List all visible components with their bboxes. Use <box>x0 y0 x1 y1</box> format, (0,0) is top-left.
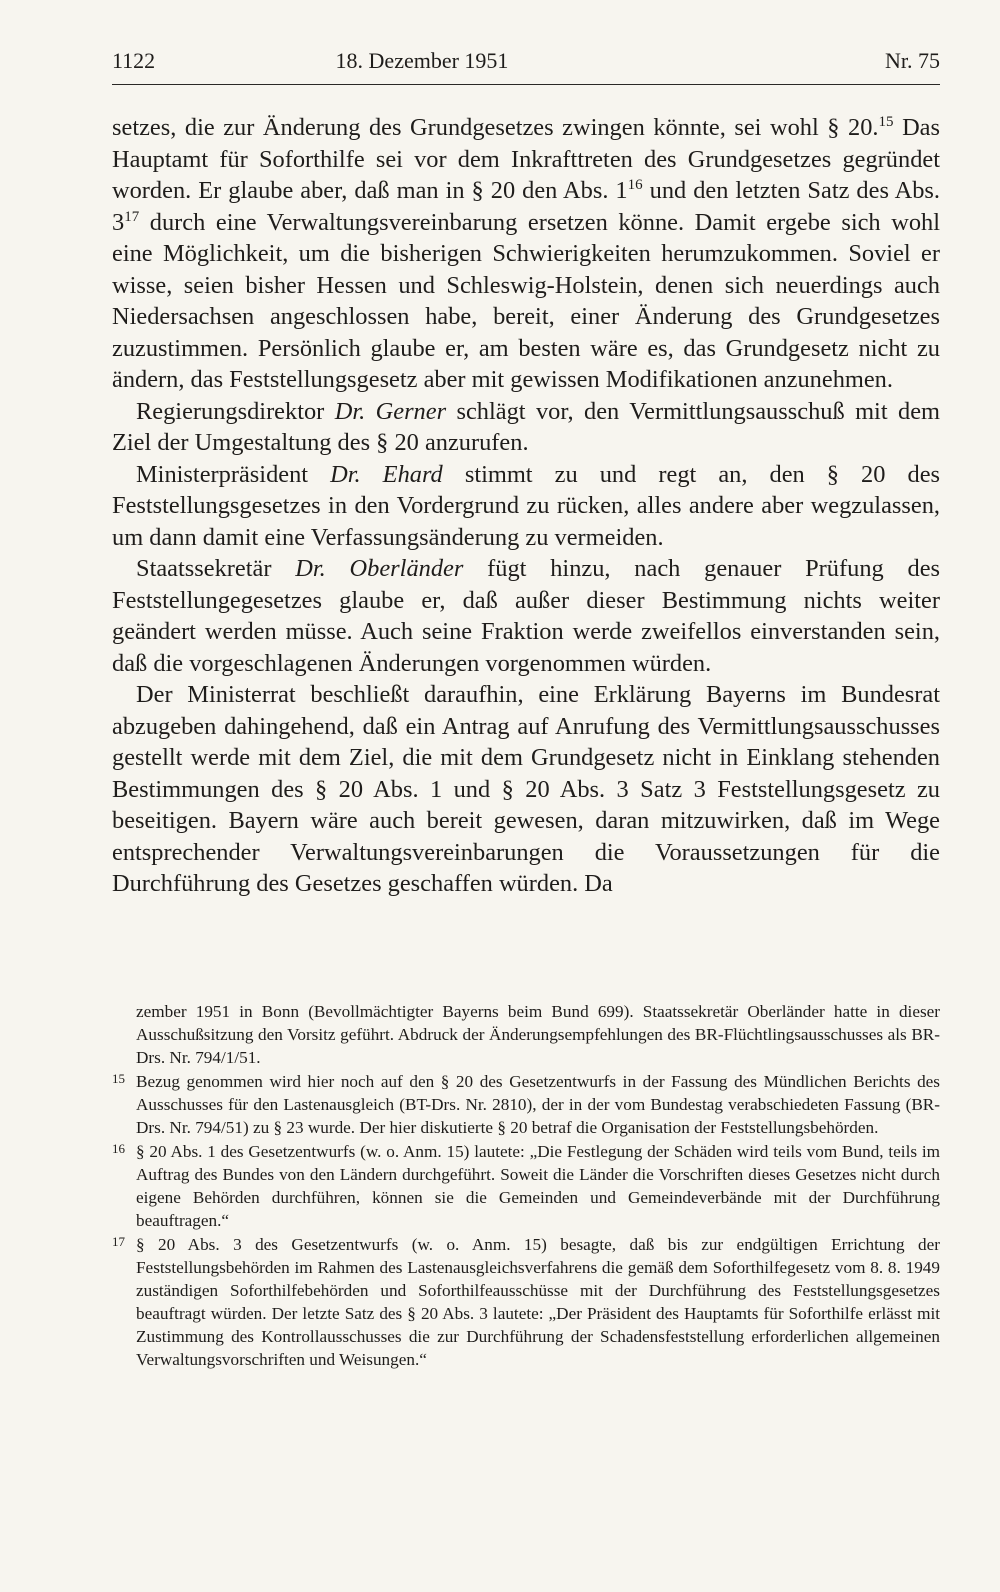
footnote-16: 16 § 20 Abs. 1 des Gesetzentwurfs (w. o. Anm. 15) lautete: „Die Festlegung der Schäden wird teils vom Bund, teils im Auftrag des Bundes von den Ländern durchgeführt. Soweit die Länder die Vorschriften dieses Gesetzes nicht durch eigene Behörden durchführen, können sie die Gemeinden und Gemeindeverbände mit der Durchführung beauftragen.“ <box>112 1140 940 1232</box>
footnote-number: 16 <box>112 1141 125 1156</box>
paragraph-4: Staatssekretär Dr. Oberländer fügt hinzu, nach genauer Prüfung des Feststellungegesetzes glaube er, daß außer dieser Bestimmung nichts weiter geändert werden müsse. Auch seine Fraktion werde zweifellos einverstanden sein, daß die vorgeschlagenen Änderungen vorgenommen würden. <box>112 555 941 677</box>
main-text <box>112 112 940 900</box>
page-header <box>112 46 940 85</box>
header-date: 18. Dezember 1951 <box>335 48 509 73</box>
footnote-15: 15 Bezug genommen wird hier noch auf den § 20 des Gesetzentwurfs in der Fassung des Mündlichen Berichts des Ausschusses für den Lastenausgleich (BT-Drs. Nr. 2810), der in der vom Bundestag verabschiedeten Fassung (BR-Drs. Nr. 794/51) zu § 23 wurde. Der hier diskutierte § 20 betraf die Organisation der Feststellungsbehörden. <box>112 1070 940 1139</box>
footnote-ref-16: 16 <box>627 177 643 193</box>
footnotes <box>112 1000 940 1372</box>
speaker-name: Dr. Gerner <box>334 397 447 425</box>
speaker-name: Dr. Ehard <box>330 460 443 488</box>
paragraph-2: Regierungsdirektor Dr. Gerner schlägt vor, den Vermittlungsausschuß mit dem Ziel der Umgestaltung des § 20 anzurufen. <box>112 397 940 456</box>
page-number: 1122 <box>112 48 156 73</box>
footnote-ref-17: 17 <box>124 208 140 225</box>
footnote-17: 17 § 20 Abs. 3 des Gesetzentwurfs (w. o. Anm. 15) besagte, daß bis zur endgültigen Errichtung der Feststellungsbehörden im Rahmen des Lastenausgleichsverfahrens die gemäß dem Soforthilfegesetz vom 8. 8. 1949 zuständigen Soforthilfebehörden und Soforthilfeausschüsse mit der Durchführung des Feststellungsgesetzes beauftragt würden. Der letzte Satz des § 20 Abs. 3 lautete: „Der Präsident des Hauptamts für Soforthilfe erlässt mit Zustimmung des Kontrollausschusses die zur Durchführung der Schadensfeststellung erforderlichen allgemeinen Verwaltungsvorschriften und Weisungen.“ <box>112 1233 940 1371</box>
paragraph-1: setzes, die zur Änderung des Grundgesetzes zwingen könnte, sei wohl § 20.15 Das Hauptamt für Soforthilfe sei vor dem Inkrafttreten des Grundgesetzes gegründet worden. Er glaube aber, daß man in § 20 den Abs. $1^{16}$ und den letzten Satz des Abs. $3^{17}$ durch eine Verwaltungsvereinbarung ersetzen könne. Damit ergebe sich wohl eine Möglichkeit, um die bisherigen Schwierigkeiten herumzukommen. Soviel er wisse, seien bisher Hessen und Schleswig-Holstein, denen sich neuerdings auch Niedersachsen angeschlossen habe, bereit, einer Änderung des Grundgesetzes zuzustimmen. Persönlich glaube er, am besten wäre es, das Grundgesetz nicht zu ändern, das Feststellungsgesetz aber mit gewissen Modifikationen anzunehmen. <box>112 114 941 393</box>
footnote-continuation: zember 1951 in Bonn (Bevollmächtigter Bayerns beim Bund 699). Staatssekretär Oberländer hatte in dieser Ausschußsitzung den Vorsitz geführt. Abdruck der Änderungsempfehlungen des BR-Flüchtlingsausschusses als BR-Drs. Nr. 794/1/51. <box>136 1002 940 1067</box>
issue-number: Nr. 75 <box>885 48 940 73</box>
paragraph-5: Der Ministerrat beschließt daraufhin, eine Erklärung Bayerns im Bundesrat abzugeben dahingehend, daß ein Antrag auf Anrufung des Vermittlungsausschusses gestellt werde mit dem Ziel, die mit dem Grundgesetz nicht in Einklang stehenden Bestimmungen des § 20 Abs. 1 und § 20 Abs. 3 Satz 3 Feststellungsgesetz zu beseitigen. Bayern wäre auch bereit gewesen, daran mitzuwirken, daß im Wege entsprechender Verwaltungsvereinbarungen die Voraussetzungen für die Durchführung des Gesetzes geschaffen würden. Da <box>112 681 940 897</box>
footnote-number: 15 <box>112 1071 125 1086</box>
footnote-ref-15: 15 <box>878 114 894 130</box>
footnote-number: 17 <box>112 1234 125 1249</box>
speaker-name: Dr. Oberländer <box>295 555 464 582</box>
paragraph-3: Ministerpräsident Dr. Ehard stimmt zu und regt an, den § 20 des Feststellungsgesetzes in den Vordergrund zu rücken, alles andere aber wegzulassen, um dann damit eine Verfassungsänderung zu vermeiden. <box>112 460 941 551</box>
